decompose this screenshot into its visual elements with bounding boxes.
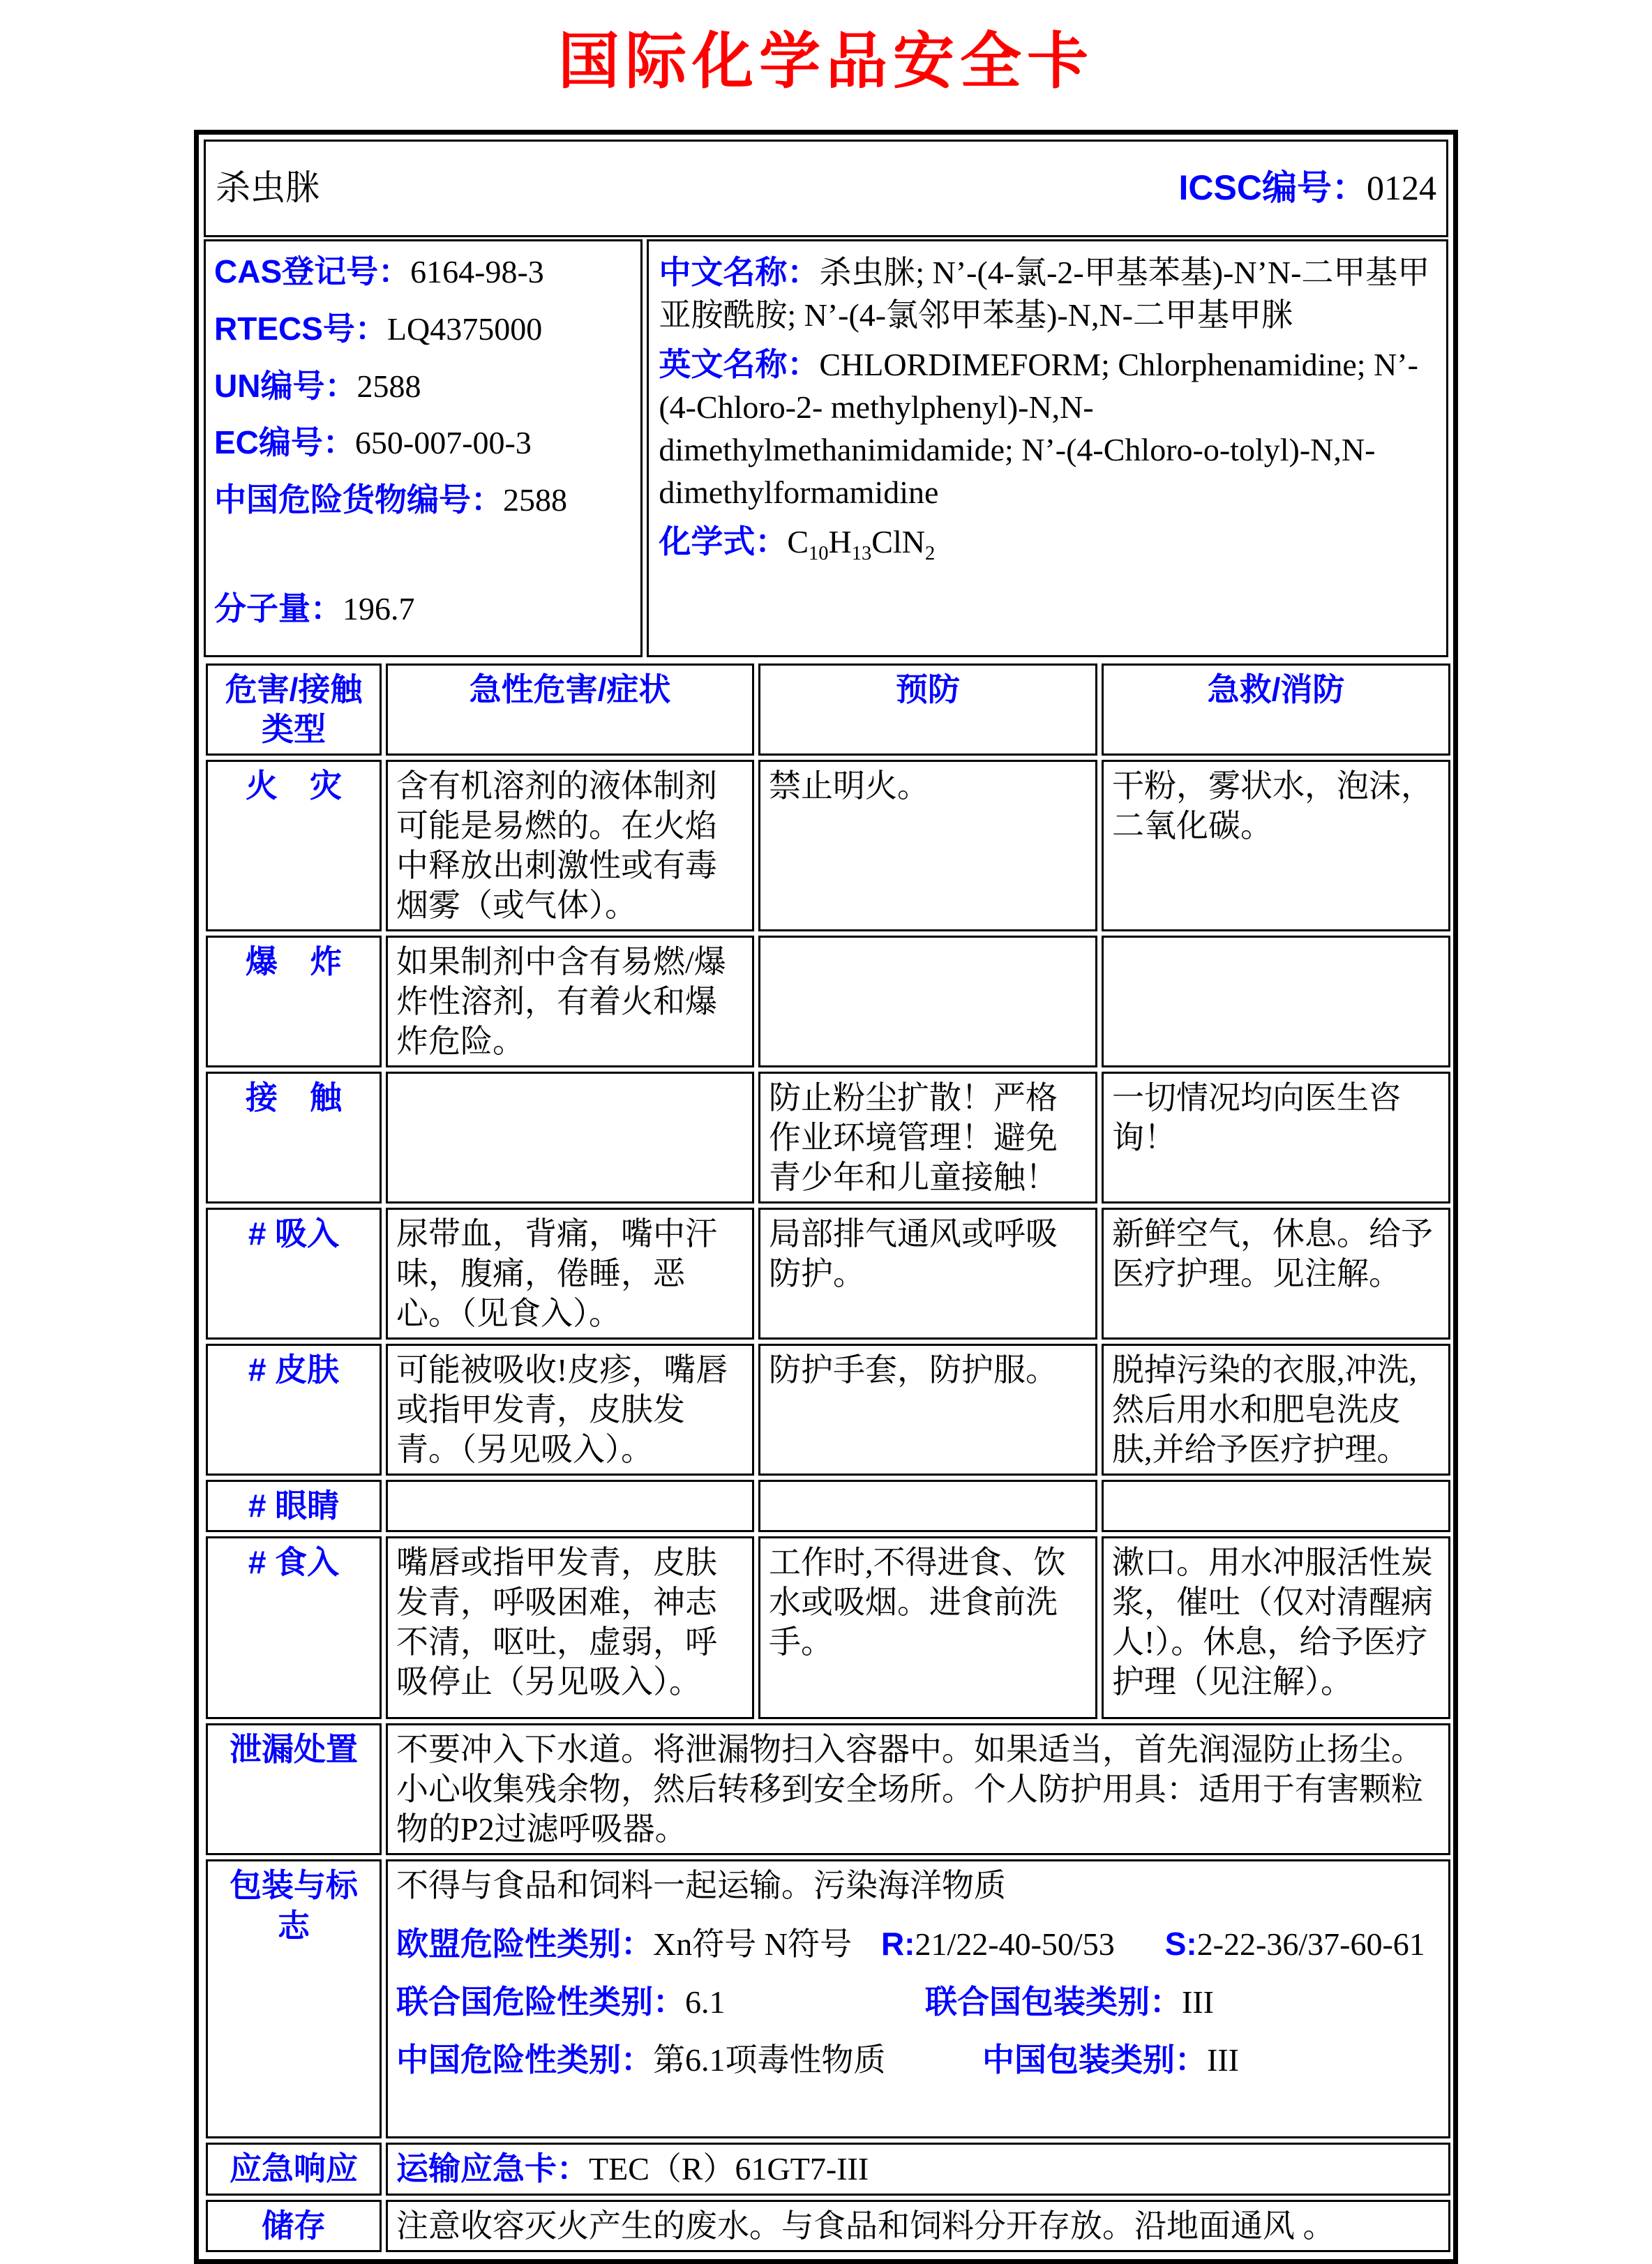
- header-firstaid-firefighting: 急救/消防: [1102, 664, 1450, 756]
- rtecs-number-row: [214, 308, 632, 350]
- eu-class-symbols: Xn符号 N符号: [653, 1926, 852, 1962]
- s-phrases-label: S:: [1164, 1925, 1197, 1962]
- formula-h-count: 13: [851, 543, 872, 565]
- row-inhalation: [206, 1208, 1450, 1340]
- row-exposure: [206, 1072, 1450, 1204]
- cas-number-label: CAS登记号：: [214, 253, 411, 290]
- r-phrases-value: 21/22-40-50/53: [915, 1926, 1115, 1962]
- molecular-weight-row: [214, 588, 632, 630]
- icsc-number-group: [1179, 160, 1436, 210]
- row-skin-label: # 皮肤: [206, 1344, 382, 1476]
- rtecs-number-value: LQ4375000: [386, 310, 543, 347]
- row-storage: [206, 2200, 1450, 2252]
- row-fire: [206, 760, 1450, 931]
- row-ingestion-firstaid: 漱口。用水冲服活性炭浆，催吐（仅对清醒病人!）。休息，给予医疗护理（见注解）。: [1102, 1536, 1450, 1719]
- eu-class-label: 欧盟危险性类别：: [396, 1925, 653, 1962]
- row-storage-label: 储存: [206, 2200, 382, 2252]
- row-inhalation-prevention: 局部排气通风或呼吸防护。: [758, 1208, 1097, 1340]
- un-number-value: 2588: [356, 368, 421, 404]
- row-inhalation-symptom: 尿带血，背痛，嘴中汗味，腹痛，倦睡，恶心。（见食入）。: [386, 1208, 754, 1340]
- header-acute-symptoms: 急性危害/症状: [386, 664, 754, 756]
- row-eyes-prevention: [758, 1480, 1097, 1532]
- formula-cln: ClN: [871, 524, 925, 560]
- row-ingestion: [206, 1536, 1450, 1719]
- icsc-page: [0, 13, 1652, 2264]
- row-emergency-label: 应急响应: [206, 2143, 382, 2195]
- names-panel: [647, 239, 1448, 657]
- packaging-un-classification: [396, 1982, 1440, 2022]
- row-explosion: [206, 936, 1450, 1067]
- hazard-table: [202, 659, 1455, 2256]
- china-dg-number-row: [214, 479, 632, 521]
- packaging-cn-classification: [396, 2040, 1440, 2080]
- registry-numbers-panel: [204, 239, 643, 657]
- row-spill-label: 泄漏处置: [206, 1723, 382, 1855]
- packaging-eu-classification: [396, 1924, 1440, 1964]
- un-number-label: UN编号：: [214, 367, 357, 404]
- molecular-weight-label: 分子量：: [214, 590, 343, 627]
- row-exposure-prevention: 防止粉尘扩散！严格作业环境管理！避免青少年和儿童接触！: [758, 1072, 1097, 1204]
- row-fire-symptom: 含有机溶剂的液体制剂可能是易燃的。在火焰中释放出刺激性或有毒烟雾（或气体）。: [386, 760, 754, 931]
- row-ingestion-symptom: 嘴唇或指甲发青，皮肤发青，呼吸困难，神志不清，呕吐，虚弱，呼吸停止（另见吸入）。: [386, 1536, 754, 1719]
- icsc-number-label: ICSC编号：: [1178, 168, 1367, 207]
- row-packaging-label: 包装与标志: [206, 1859, 382, 2138]
- row-fire-firstaid: 干粉，雾状水，泡沫，二氧化碳。: [1102, 760, 1450, 931]
- cn-pack-value: III: [1207, 2041, 1239, 2078]
- card-header: [204, 140, 1448, 237]
- row-skin: [206, 1344, 1450, 1476]
- english-name-row: [659, 343, 1436, 513]
- cas-number-value: 6164-98-3: [410, 254, 544, 290]
- r-phrases-label: R:: [880, 1925, 915, 1962]
- china-dg-number-label: 中国危险货物编号：: [214, 481, 503, 518]
- ec-number-value: 650-007-00-3: [354, 425, 532, 461]
- row-skin-prevention: 防护手套，防护服。: [758, 1344, 1097, 1476]
- row-eyes: [206, 1480, 1450, 1532]
- row-fire-prevention: 禁止明火。: [758, 760, 1097, 931]
- row-inhalation-firstaid: 新鲜空气，休息。给予医疗护理。见注解。: [1102, 1208, 1450, 1340]
- cn-class-label: 中国危险性类别：: [396, 2041, 653, 2078]
- formula-row: [659, 520, 1436, 567]
- ec-number-row: [214, 422, 632, 464]
- english-name-label: 英文名称：: [659, 346, 820, 383]
- rtecs-number-label: RTECS号：: [214, 310, 387, 347]
- row-exposure-symptom: [386, 1072, 754, 1204]
- cn-class-value: 第6.1项毒性物质: [653, 2041, 886, 2078]
- hazard-table-header-row: [206, 664, 1450, 756]
- formula-c-count: 10: [809, 543, 829, 565]
- un-class-value: 6.1: [685, 1984, 726, 2020]
- row-spill-text: 不要冲入下水道。将泄漏物扫入容器中。如果适当，首先润湿防止扬尘。小心收集残余物，然后转移到安全场所。个人防护用具：适用于有害颗粒物的P2过滤呼吸器。: [386, 1723, 1450, 1855]
- row-fire-label: 火 灾: [206, 760, 382, 931]
- formula-h: H: [828, 524, 852, 560]
- header-hazard-type: 危害/接触类型: [206, 664, 382, 756]
- ec-number-label: EC编号：: [214, 424, 355, 461]
- row-explosion-symptom: 如果制剂中含有易燃/爆炸性溶剂，有着火和爆炸危险。: [386, 936, 754, 1067]
- chinese-name-row: [659, 251, 1436, 336]
- row-packaging-content: [386, 1859, 1450, 2138]
- un-number-row: [214, 366, 632, 407]
- icsc-number-value: 0124: [1367, 168, 1436, 207]
- formula-value: [787, 524, 936, 565]
- row-eyes-label: # 眼睛: [206, 1480, 382, 1532]
- formula-n-count: 2: [924, 543, 936, 565]
- formula-c: C: [787, 524, 809, 560]
- cn-pack-label: 中国包装类别：: [982, 2041, 1207, 2078]
- row-inhalation-label: # 吸入: [206, 1208, 382, 1340]
- chemical-name: 杀虫脒: [216, 168, 320, 207]
- molecular-weight-value: 196.7: [343, 590, 415, 627]
- china-dg-number-value: 2588: [503, 482, 567, 518]
- identification-section: [204, 239, 1448, 657]
- row-emergency-content: [386, 2143, 1450, 2195]
- page-title: 国际化学品安全卡: [557, 29, 1094, 96]
- row-skin-firstaid: 脱掉污染的衣服,冲洗,然后用水和肥皂洗皮肤,并给予医疗护理。: [1102, 1344, 1450, 1476]
- row-exposure-firstaid: 一切情况均向医生咨询！: [1102, 1072, 1450, 1204]
- row-packaging-labelling: [206, 1859, 1450, 2138]
- row-storage-text: 注意收容灭火产生的废水。与食品和饲料分开存放。沿地面通风 。: [386, 2200, 1450, 2252]
- english-name-value: CHLORDIMEFORM; Chlorphenamidine; N’-(4-Chloro-2- methylphenyl)-N,N-dimethylmethanimidamide; N’-(4-Chloro-o-tolyl)-N,N-dimethylformamidine: [659, 347, 1418, 510]
- formula-label: 化学式：: [659, 523, 788, 560]
- un-pack-value: III: [1182, 1984, 1214, 2020]
- row-ingestion-label: # 食入: [206, 1536, 382, 1719]
- row-explosion-prevention: [758, 936, 1097, 1067]
- transport-emergency-card-label: 运输应急卡：: [396, 2150, 589, 2187]
- transport-emergency-card-value: TEC（R）61GT7-III: [589, 2151, 869, 2187]
- cn-class-pair: [396, 2040, 982, 2080]
- cas-number-row: [214, 251, 632, 293]
- row-eyes-firstaid: [1102, 1480, 1450, 1532]
- chinese-name-value: 杀虫脒; N’-(4-氯-2-甲基苯基)-N’N-二甲基甲亚胺酰胺; N’-(4-氯邻甲苯基)-N,N-二甲基甲脒: [659, 255, 1430, 333]
- s-phrases-value: 2-22-36/37-60-61: [1196, 1926, 1425, 1962]
- header-prevention: 预防: [758, 664, 1097, 756]
- un-class-pair: [396, 1982, 925, 2022]
- row-eyes-symptom: [386, 1480, 754, 1532]
- row-explosion-firstaid: [1102, 936, 1450, 1067]
- row-explosion-label: 爆 炸: [206, 936, 382, 1067]
- row-ingestion-prevention: 工作时,不得进食、饮水或吸烟。进食前洗手。: [758, 1536, 1097, 1719]
- row-skin-symptom: 可能被吸收!皮疹，嘴唇或指甲发青，皮肤发青。（另见吸入）。: [386, 1344, 754, 1476]
- row-spill-disposal: [206, 1723, 1450, 1855]
- chinese-name-label: 中文名称：: [659, 254, 820, 290]
- row-exposure-label: 接 触: [206, 1072, 382, 1204]
- safety-card: [194, 130, 1458, 2264]
- un-pack-label: 联合国包装类别：: [925, 1983, 1182, 2020]
- packaging-transport-note: 不得与食品和饲料一起运输。污染海洋物质: [396, 1868, 1006, 1904]
- un-class-label: 联合国危险性类别：: [396, 1983, 685, 2020]
- row-emergency-response: [206, 2143, 1450, 2195]
